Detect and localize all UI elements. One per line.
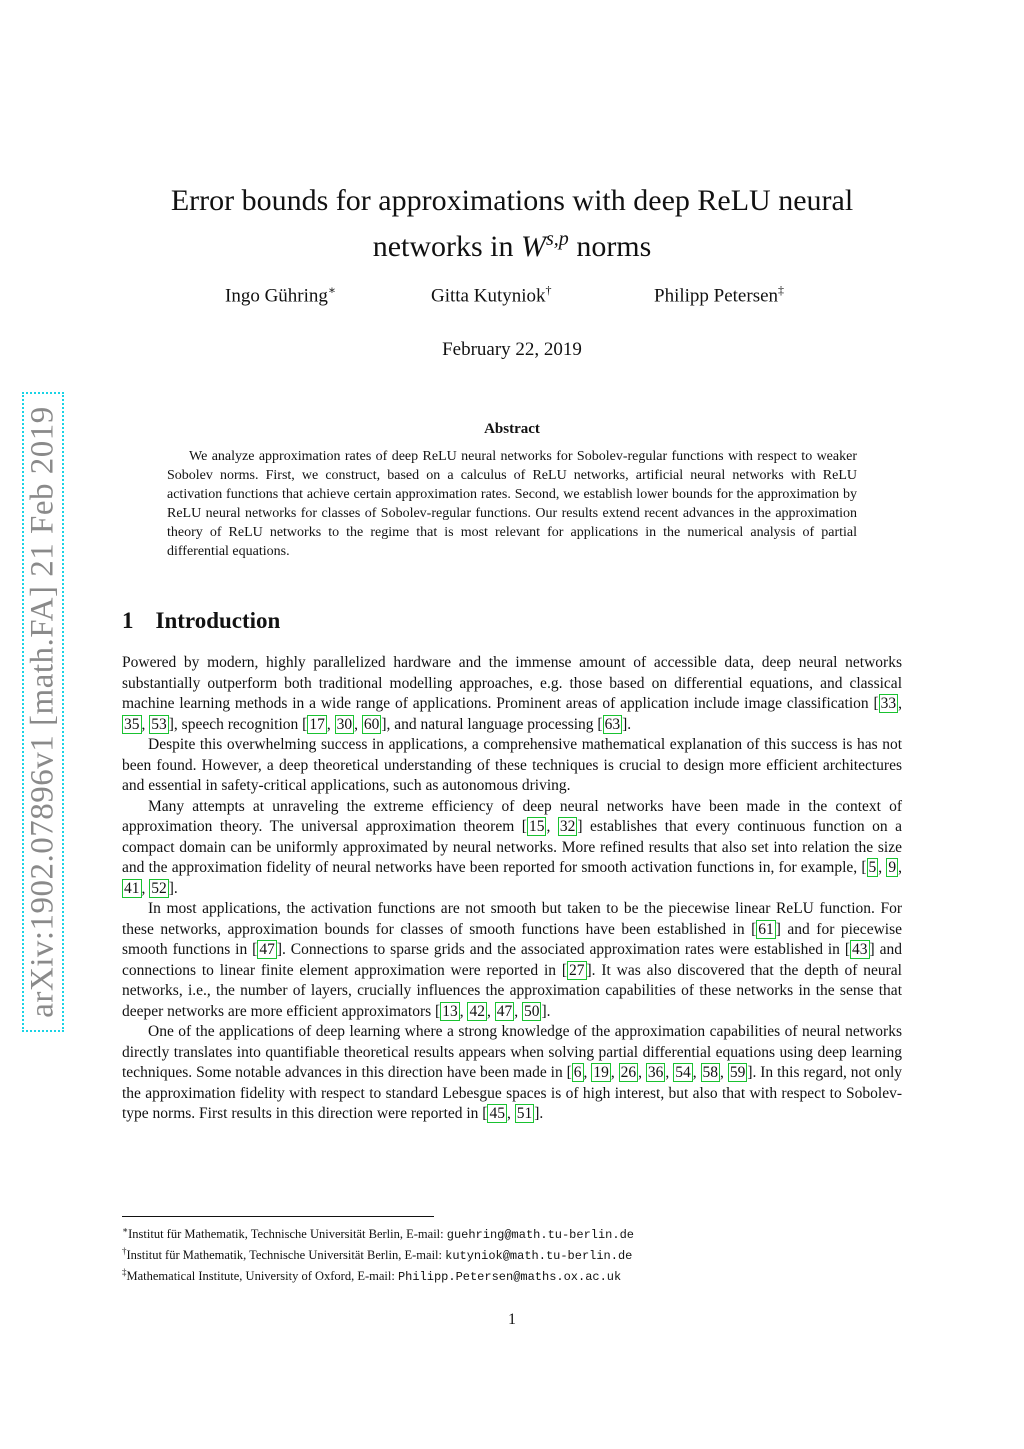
section-title: Introduction: [155, 608, 281, 633]
citation-link[interactable]: 54: [675, 1064, 691, 1081]
citation-link[interactable]: 30: [336, 715, 353, 733]
paragraph-text: Many attempts at unraveling the extreme efficiency of deep neural networks have been made in the context of approximation theory. The universal approximation theorem [: [122, 797, 902, 835]
publication-date: February 22, 2019: [442, 339, 582, 360]
author-mark: †: [545, 283, 552, 297]
citation-link[interactable]: 60: [363, 715, 380, 733]
citation-link[interactable]: 47: [259, 941, 275, 958]
citation-link[interactable]: 26: [620, 1064, 637, 1081]
paragraph-text: ].: [541, 1002, 551, 1020]
paragraph: [122, 797, 902, 900]
author-2: [431, 283, 552, 307]
title-math-sup: s,p: [546, 228, 569, 250]
footnote-email[interactable]: Philipp.Petersen@maths.ox.ac.uk: [397, 1270, 622, 1285]
arxiv-stamp: [22, 392, 64, 1032]
paragraph-text: ].: [534, 1105, 544, 1122]
citation-link[interactable]: 59: [729, 1064, 746, 1081]
author-mark: ∗: [327, 283, 337, 297]
paragraph-text: ]. Connections to sparse grids and the associated approximation rates were established in [: [276, 941, 851, 958]
author-1: [225, 283, 336, 307]
paragraph-text: ,: [141, 715, 150, 733]
citation-link[interactable]: 58: [702, 1064, 719, 1081]
footnote-email[interactable]: guehring@math.tu-berlin.de: [446, 1228, 634, 1243]
citation-link[interactable]: 32: [559, 818, 576, 835]
citation-link[interactable]: 17: [309, 715, 325, 733]
paragraph-text: ]. It was also discovered that the depth of neural networks, i.e., the number of layers, crucially influences the approximation capabilities of these networks in the sense that deeper networks are more efficient approximators [: [122, 961, 902, 1020]
paragraph-text: ,: [610, 1064, 619, 1081]
paragraph-text: ,: [506, 1105, 515, 1122]
citation-link[interactable]: 41: [124, 879, 140, 897]
footnote-rule: [122, 1216, 434, 1217]
footnote-3: [122, 1264, 902, 1285]
paragraph-text: ], speech recognition [: [168, 715, 308, 733]
paragraph-text: ,: [878, 859, 887, 876]
citation-link[interactable]: 19: [593, 1064, 609, 1081]
paragraph-text: In most applications, the activation functions are not smooth but taken to be the piecewise linear ReLU function. For these networks, approximation bounds for classes of smooth functions have been established in [: [122, 900, 902, 938]
paragraph-text: ]. In this regard, not only the approximation fidelity with respect to standard Lebesgue spaces is of high interest, but also that with respect to Sobolev-type norms. First results in this direction were reported in [: [122, 1064, 903, 1122]
paragraph-text: ,: [354, 715, 362, 733]
paragraph-text: ,: [141, 879, 150, 897]
paragraph-text: Despite this overwhelming success in applications, a comprehensive mathematical explanation of this success is has not been found. However, a deep theoretical understanding of these techniques is crucial to design more efficient architectures and essential in safety-critical applications, such as autonomous driving.: [122, 736, 902, 794]
paragraph-text: ] and for piecewise smooth functions in [: [122, 920, 902, 958]
citation-link[interactable]: 13: [442, 1002, 458, 1020]
author-mark: ‡: [778, 283, 785, 297]
paragraph: [122, 899, 902, 1022]
abstract-text: We analyze approximation rates of deep ReLU neural networks for Sobolev-regular functions with respect to weaker Sobolev norms. First, we construct, based on a calculus of ReLU networks, artificial neural networks with ReLU activation functions that achieve certain approximation rates. Second, we establish lower bounds for the approximation by ReLU neural networks for classes of Sobolev-regular functions. Our results extend recent advances in the approximation theory of ReLU networks to the regime that is most relevant for applications in the numerical analysis of partial differential equations.: [167, 449, 857, 559]
title-line-2-pre: networks in: [372, 230, 522, 263]
arxiv-identifier: arXiv:1902.07896v1 [math.FA] 21 Feb 2019: [24, 406, 61, 1018]
footnote-1: [122, 1222, 902, 1243]
citation-link[interactable]: 42: [469, 1002, 485, 1020]
paragraph-text: ], and natural language processing [: [381, 715, 603, 733]
author-3: [654, 283, 784, 307]
abstract-heading: Abstract: [484, 421, 540, 437]
citation-link[interactable]: 27: [569, 961, 585, 979]
footnote-mark: ∗: [122, 1225, 129, 1235]
paragraph: [122, 653, 902, 735]
citation-link[interactable]: 51: [516, 1105, 533, 1122]
citation-link[interactable]: 33: [880, 695, 897, 712]
title-line-2-post: norms: [568, 230, 652, 263]
paragraph-text: ,: [459, 1002, 468, 1020]
citation-link[interactable]: 52: [151, 879, 167, 897]
author-name: Ingo Gühring: [225, 285, 328, 307]
citation-link[interactable]: 36: [647, 1064, 664, 1081]
citation-link[interactable]: 35: [124, 715, 140, 733]
paragraph-text: ,: [546, 818, 558, 835]
author-name: Gitta Kutyniok: [431, 285, 546, 307]
footnote-text: Institut für Mathematik, Technische Universität Berlin, E-mail:: [126, 1248, 446, 1263]
paragraph-text: ,: [665, 1064, 674, 1081]
citation-link[interactable]: 61: [758, 920, 774, 938]
author-name: Philipp Petersen: [654, 285, 779, 307]
citation-link[interactable]: 53: [151, 715, 167, 733]
paragraph-text: ,: [898, 859, 902, 876]
paragraph-text: ] and connections to linear finite element approximation were reported in [: [122, 941, 902, 979]
paragraph-text: ].: [622, 715, 632, 733]
citation-link[interactable]: 9: [888, 859, 897, 876]
paragraph-text: ,: [514, 1002, 522, 1020]
title-math-var: W: [521, 230, 547, 263]
paragraph-text: ,: [898, 695, 902, 712]
paragraph-text: ,: [638, 1064, 646, 1081]
paper-title: [120, 182, 904, 266]
page-number: 1: [508, 1311, 516, 1328]
paragraph-text: ,: [720, 1064, 728, 1081]
citation-link[interactable]: 63: [604, 715, 621, 733]
citation-link[interactable]: 15: [528, 818, 545, 835]
paragraph-text: ] establishes that every continuous function on a compact domain can be uniformly approximated by neural networks. More refined results that also set into relation the size and the approximation fidelity of neural networks have been reported for smooth activation functions in, for example, [: [122, 818, 903, 876]
paragraph: [122, 735, 902, 797]
citation-link[interactable]: 50: [523, 1002, 540, 1020]
introduction-body: [122, 653, 902, 1125]
footnote-text: Institut für Mathematik, Technische Universität Berlin, E-mail:: [128, 1227, 447, 1242]
footnote-email[interactable]: kutyniok@math.tu-berlin.de: [445, 1249, 633, 1264]
citation-link[interactable]: 5: [868, 859, 877, 876]
footnote-2: [122, 1243, 902, 1264]
paragraph-text: ,: [583, 1064, 592, 1081]
paragraph-text: ].: [168, 879, 178, 897]
paragraph-text: Powered by modern, highly parallelized hardware and the immense amount of accessible data, deep neural networks substantially outperform both traditional modelling approaches, e.g. those based on differential equations, and classical machine learning methods in a wide range of applications. Prominent areas of application include image classification [: [122, 654, 902, 712]
footnotes: [122, 1216, 902, 1285]
title-line-1: Error bounds for approximations with deep ReLU neural: [170, 184, 854, 217]
paragraph-text: One of the applications of deep learning where a strong knowledge of the approximation capabilities of neural networks directly translates into quantifiable theoretical results appears when solving partial differential equations using deep learning techniques. Some notable advances in this direction have been made in [: [122, 1023, 902, 1081]
paragraph-text: ,: [326, 715, 335, 733]
citation-link[interactable]: 45: [489, 1105, 505, 1122]
paragraph-text: ,: [486, 1002, 495, 1020]
paragraph-text: ,: [692, 1064, 701, 1081]
section-number: 1: [122, 608, 134, 633]
paragraph: [122, 1022, 902, 1125]
citation-link[interactable]: 43: [852, 941, 868, 958]
citation-link[interactable]: 47: [496, 1002, 513, 1020]
citation-link[interactable]: 6: [573, 1064, 582, 1081]
footnote-text: Mathematical Institute, University of Oxford, E-mail:: [126, 1269, 398, 1284]
footnote-mark: ‡: [122, 1267, 127, 1278]
section-heading: [122, 608, 280, 634]
footnote-mark: †: [122, 1246, 127, 1257]
